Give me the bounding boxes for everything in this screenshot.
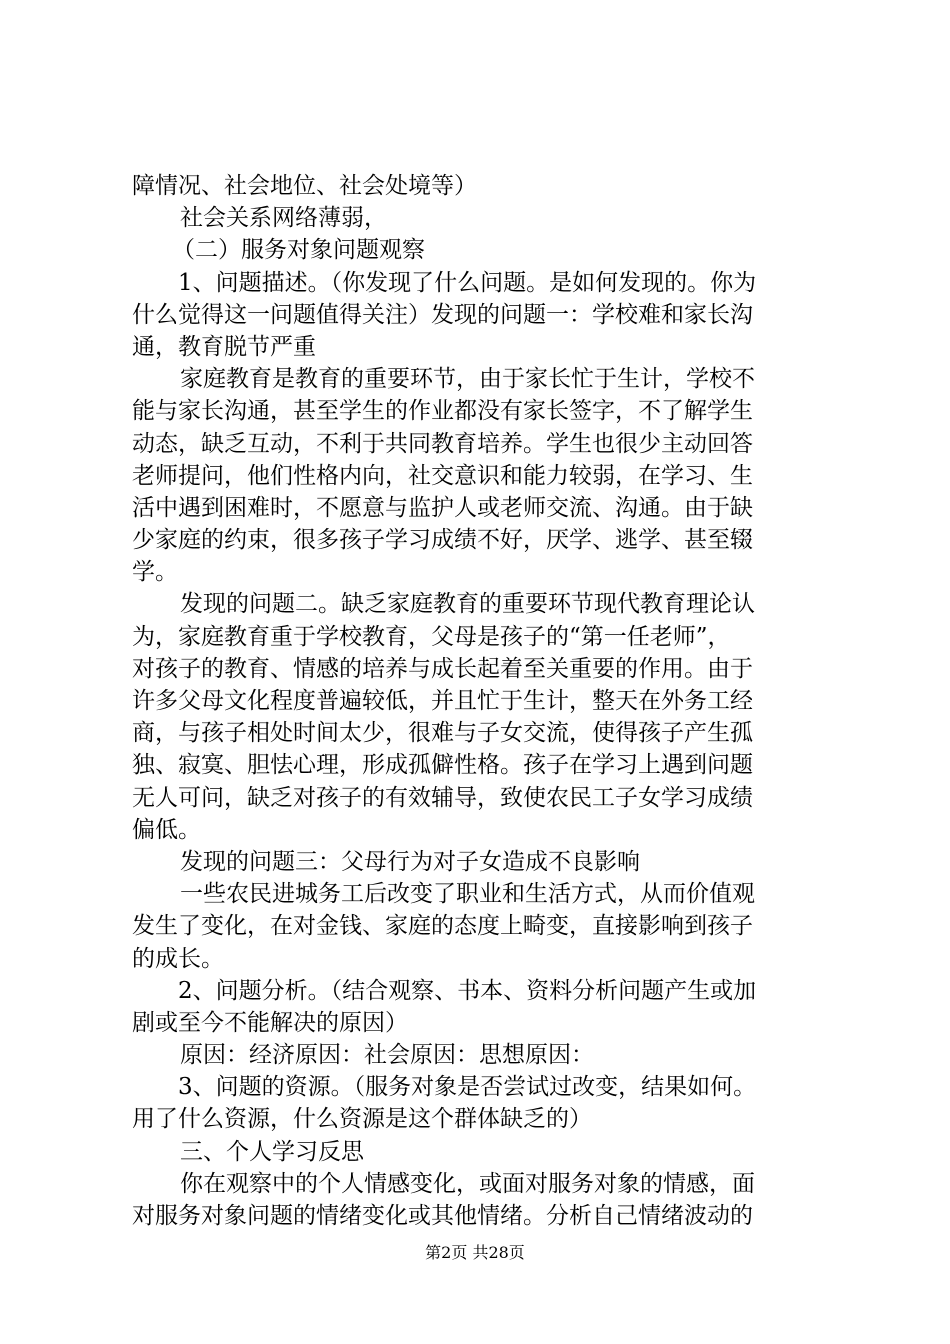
text-line: 通，教育脱节严重 — [132, 333, 316, 360]
text-line: 少家庭的约束，很多孩子学习成绩不好，厌学、逃学、甚至辍 — [132, 527, 753, 554]
text-line: 学。 — [132, 559, 178, 586]
text-line: 1、问题描述。（你发现了什么问题。是如何发现的。你为 — [178, 269, 757, 296]
text-line: 发现的问题三：父母行为对子女造成不良影响 — [180, 848, 640, 875]
text-line: 对服务对象问题的情绪变化或其他情绪。分析自己情绪波动的 — [132, 1203, 753, 1229]
text-line: 独、寂寞、胆怯心理，形成孤僻性格。孩子在学习上遇到问题 — [132, 752, 753, 779]
text-line: 家庭教育是教育的重要环节，由于家长忙于生计，学校不 — [180, 366, 755, 393]
text-line: 许多父母文化程度普遍较低，并且忙于生计，整天在外务工经 — [132, 688, 753, 714]
text-line: 发生了变化，在对金钱、家庭的态度上畸变，直接影响到孩子 — [132, 913, 753, 940]
text-line: 的成长。 — [132, 945, 224, 972]
text-line: 老师提问，他们性格内向，社交意识和能力较弱，在学习、生 — [132, 462, 753, 489]
text-line: 为，家庭教育重于学校教育，父母是孩子的“第一任老师”， — [132, 623, 731, 650]
text-line: 社会关系网络薄弱， — [180, 205, 387, 232]
text-line: 2、问题分析。（结合观察、书本、资料分析问题产生或加 — [178, 977, 757, 1004]
text-line: 剧或至今不能解决的原因） — [132, 1009, 408, 1036]
text-line: 什么觉得这一问题值得关注）发现的问题一：学校难和家长沟 — [132, 301, 753, 328]
text-line: 动态，缺乏互动，不利于共同教育培养。学生也很少主动回答 — [132, 430, 753, 457]
page-number-footer: 第2页 共28页 — [425, 1243, 525, 1262]
text-line: 你在观察中的个人情感变化，或面对服务对象的情感，面 — [180, 1170, 755, 1197]
text-line: 原因：经济原因：社会原因：思想原因： — [180, 1042, 594, 1069]
text-line: 偏低。 — [132, 816, 201, 843]
text-line: 发现的问题二。缺乏家庭教育的重要环节现代教育理论认 — [180, 591, 755, 618]
text-line: 无人可问，缺乏对孩子的有效辅导，致使农民工子女学习成绩 — [132, 784, 753, 811]
body-text — [132, 170, 832, 1232]
text-line: 商，与孩子相处时间太少，很难与子女交流，使得孩子产生孤 — [132, 720, 753, 747]
text-line: 对孩子的教育、情感的培养与成长起着至关重要的作用。由于 — [132, 655, 753, 682]
section-heading: 三、个人学习反思 — [180, 1138, 364, 1165]
section-heading: （二）服务对象问题观察 — [172, 237, 425, 264]
text-line: 3、问题的资源。（服务对象是否尝试过改变，结果如何。 — [178, 1074, 757, 1101]
text-line: 能与家长沟通，甚至学生的作业都没有家长签字，不了解学生 — [132, 398, 753, 425]
text-line: 一些农民进城务工后改变了职业和生活方式，从而价值观 — [180, 881, 755, 908]
text-line: 活中遇到困难时，不愿意与监护人或老师交流、沟通。由于缺 — [132, 494, 753, 521]
text-line: 障情况、社会地位、社会处境等） — [132, 173, 477, 199]
text-line: 用了什么资源，什么资源是这个群体缺乏的） — [132, 1106, 592, 1133]
